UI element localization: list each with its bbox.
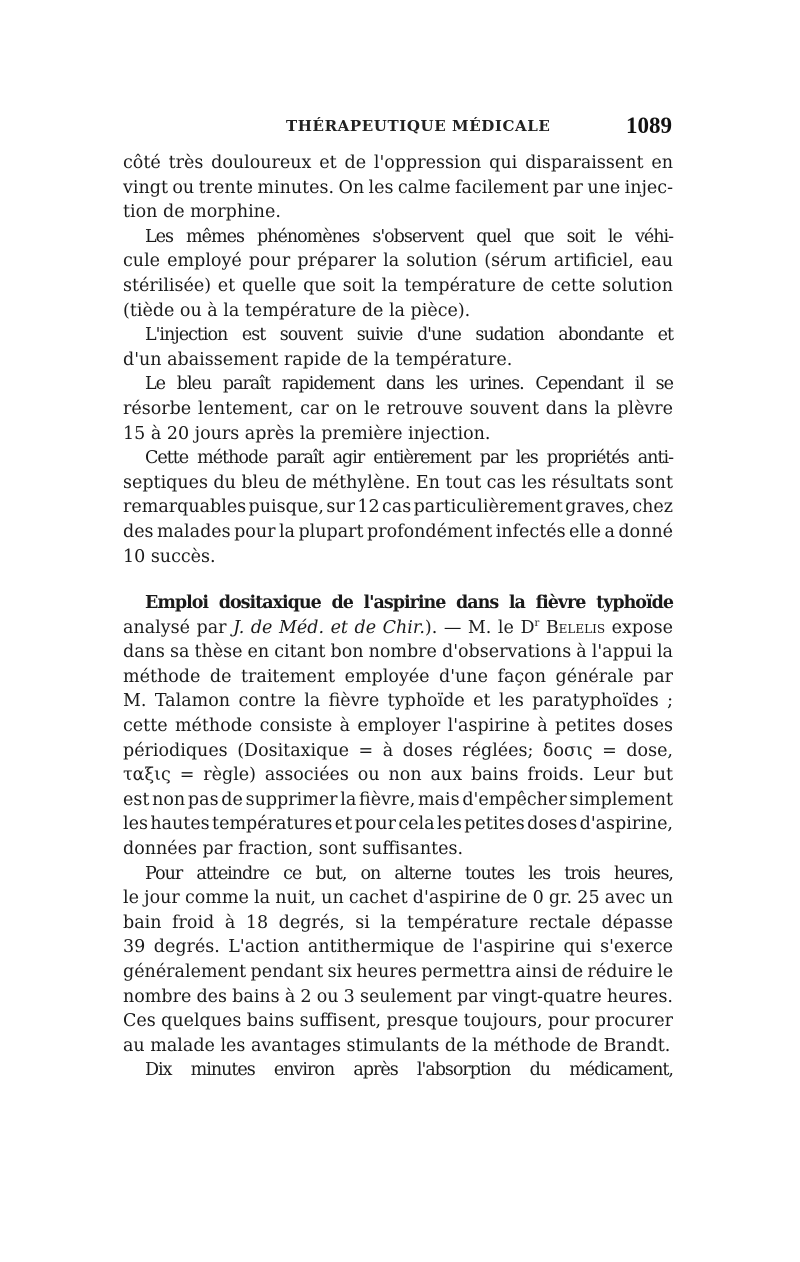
text-line: généralement pendant six heures permettra ainsi de réduire le [123, 962, 674, 982]
text-line: au malade les avantages stimulants de la méthode de Brandt. [123, 1035, 671, 1056]
text-line: nombre des bains à 2 ou 3 seulement par vingt-quatre heures. [123, 986, 673, 1007]
text-line: vingt ou trente minutes. On les calme facilement par une injec- [123, 177, 673, 198]
paragraph-4 [123, 372, 673, 446]
body-text [123, 151, 673, 1083]
text-line: les hautes températures et pour cela les petites doses d'aspirine, [123, 814, 673, 835]
text-line: données par fraction, sont suffisantes. [123, 839, 464, 860]
text-line: L'injection est souvent suivie d'une sudation abondante et [145, 325, 673, 346]
text-line: (tiède ou à la température de la pièce). [123, 300, 471, 321]
paragraph-7 [123, 862, 673, 1059]
text-line: remarquables puisque, sur 12 cas particulièrement graves, chez [123, 497, 673, 518]
analyse-suffix: expose [611, 617, 673, 638]
text-line: méthode de traitement employée d'une façon générale par [123, 666, 673, 687]
text-line: cette méthode consiste à employer l'aspirine à petites doses [123, 716, 673, 737]
section-spacer [123, 569, 673, 591]
paragraph-5 [123, 446, 673, 569]
text-line: côté très douloureux et de l'oppression qui disparaissent en [123, 153, 673, 173]
text-line: 15 à 20 jours après la première injection. [123, 423, 491, 444]
header-title: THÉRAPEUTIQUE MÉDICALE [286, 117, 551, 135]
source-journal: J. de Méd. et de Chir. [233, 617, 425, 638]
paragraph-3 [123, 323, 673, 372]
text-line: Pour atteindre ce but, on alterne toutes les trois heures, [145, 863, 673, 884]
text-line: est non pas de supprimer la fièvre, mais d'empêcher simplement [123, 789, 673, 810]
text-line: cule employé pour préparer la solution (sérum artificiel, eau [123, 251, 673, 272]
text-line: septiques du bleu de méthylène. En tout cas les résultats sont [123, 472, 673, 493]
paragraph-2 [123, 225, 673, 323]
running-header [124, 113, 672, 139]
text-line: stérilisée) et quelle que soit la température de cette solution [123, 275, 673, 296]
paragraph-8 [123, 1058, 673, 1083]
author-name: Belelis [545, 617, 606, 638]
paragraph-1 [123, 151, 673, 225]
text-line: Ces quelques bains suffisent, presque toujours, pour procurer [123, 1011, 673, 1032]
section-attribution-line [123, 616, 673, 641]
text-line: d'un abaissement rapide de la température. [123, 349, 513, 370]
text-line: Les mêmes phénomènes s'observent quel que soit le véhi- [145, 226, 673, 247]
text-line: tion de morphine. [123, 202, 281, 223]
text-line: Cette méthode paraît agir entièrement par les propriétés anti- [145, 448, 673, 469]
text-line: 10 succès. [123, 546, 216, 567]
text-line: bain froid à 18 degrés, si la température rectale dépasse [123, 912, 673, 933]
analyse-mid: ). — M. le D [424, 617, 535, 638]
text-line: le jour comme la nuit, un cachet d'aspirine de 0 gr. 25 avec un [123, 888, 673, 909]
text-line: Dix minutes environ après l'absorption du médicament, [145, 1060, 673, 1081]
text-line: Le bleu paraît rapidement dans les urines. Cependant il se [145, 374, 673, 395]
text-line: dans sa thèse en citant bon nombre d'observations à l'appui la [123, 642, 673, 663]
text-line: résorbe lentement, car on le retrouve souvent dans la plèvre [123, 398, 673, 419]
text-line: ταξις = règle) associées ou non aux bains froids. Leur but [123, 765, 673, 786]
doctor-superscript: r [534, 617, 540, 629]
text-line: M. Talamon contre la fièvre typhoïde et les paratyphoïdes ; [123, 691, 673, 712]
analyse-prefix: analysé par [123, 617, 227, 638]
section-paragraph [123, 591, 673, 862]
text-line: des malades pour la plupart profondément infectés elle a donné [123, 521, 673, 542]
section-title: Emploi dositaxique de l'aspirine dans la fièvre typhoïde [145, 593, 673, 614]
text-line: périodiques (Dositaxique = à doses réglées; δοσις = dose, [123, 740, 673, 761]
text-line: 39 degrés. L'action antithermique de l'aspirine qui s'exerce [123, 937, 673, 958]
page-number: 1089 [626, 113, 672, 138]
